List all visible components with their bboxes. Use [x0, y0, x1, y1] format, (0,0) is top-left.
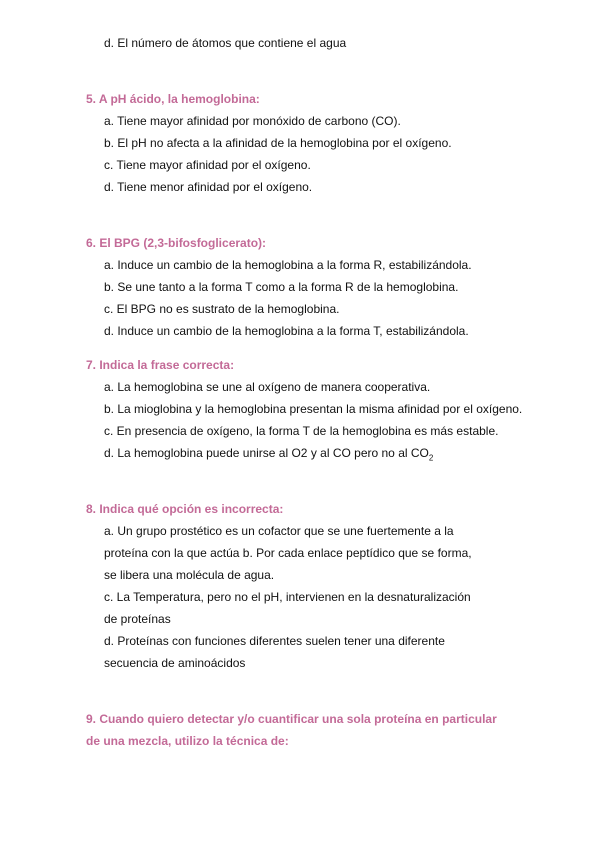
q4-option-d: d. El número de átomos que contiene el agua [104, 36, 347, 50]
q5-option-c: c. Tiene mayor afinidad por el oxígeno. [104, 158, 311, 172]
q8-option-a-line2: proteína con la que actúa b. Por cada enlace peptídico que se forma, [104, 546, 472, 560]
q7-option-b: b. La mioglobina y la hemoglobina presentan la misma afinidad por el oxígeno. [104, 402, 523, 416]
q6-option-b: b. Se une tanto a la forma T como a la forma R de la hemoglobina. [104, 280, 459, 294]
q5-option-b: b. El pH no afecta a la afinidad de la hemoglobina por el oxígeno. [104, 136, 452, 150]
q8-title: 8. Indica qué opción es incorrecta: [86, 502, 284, 516]
q9-title-line1: 9. Cuando quiero detectar y/o cuantificar una sola proteína en particular [86, 712, 497, 726]
q8-option-a-line3: se libera una molécula de agua. [104, 568, 275, 582]
q8-option-d-line1: d. Proteínas con funciones diferentes suelen tener una diferente [104, 634, 445, 648]
q7-option-d [104, 446, 434, 463]
q6-title: 6. El BPG (2,3-bifosfoglicerato): [86, 236, 267, 250]
q6-option-c: c. El BPG no es sustrato de la hemoglobina. [104, 302, 340, 316]
q7-option-c: c. En presencia de oxígeno, la forma T de la hemoglobina es más estable. [104, 424, 499, 438]
q6-option-d: d. Induce un cambio de la hemoglobina a la forma T, estabilizándola. [104, 324, 469, 338]
q6-option-a: a. Induce un cambio de la hemoglobina a la forma R, estabilizándola. [104, 258, 472, 272]
q7-option-d-text: d. La hemoglobina puede unirse al O2 y al CO pero no al CO [104, 446, 429, 460]
q8-option-d-line2: secuencia de aminoácidos [104, 656, 246, 670]
q9-title-line2: de una mezcla, utilizo la técnica de: [86, 734, 289, 748]
q8-option-c-line1: c. La Temperatura, pero no el pH, intervienen en la desnaturalización [104, 590, 471, 604]
q5-option-a: a. Tiene mayor afinidad por monóxido de carbono (CO). [104, 114, 401, 128]
q5-option-d: d. Tiene menor afinidad por el oxígeno. [104, 180, 313, 194]
q7-option-d-subscript: 2 [428, 453, 434, 463]
q7-title: 7. Indica la frase correcta: [86, 358, 235, 372]
q7-option-a: a. La hemoglobina se une al oxígeno de manera cooperativa. [104, 380, 431, 394]
q8-option-c-line2: de proteínas [104, 612, 171, 626]
q8-option-a-line1: a. Un grupo prostético es un cofactor que se une fuertemente a la [104, 524, 454, 538]
q5-title: 5. A pH ácido, la hemoglobina: [86, 92, 260, 106]
